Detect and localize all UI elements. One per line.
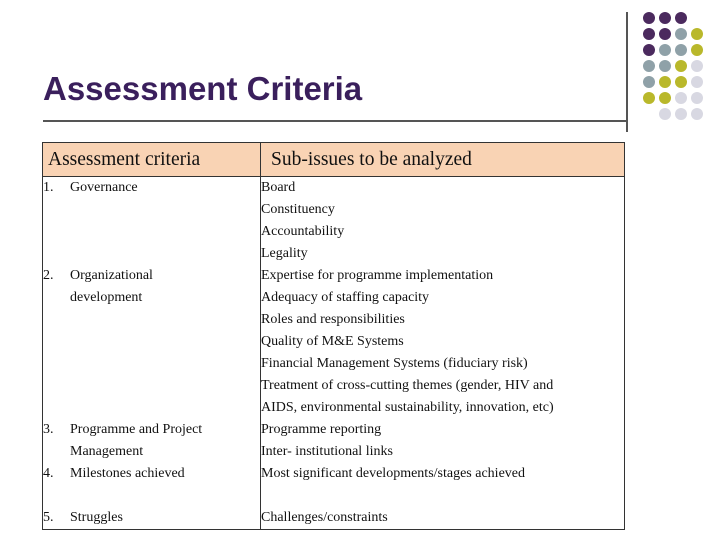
criteria-number: 5. (43, 510, 54, 525)
criteria-label: Milestones achieved (70, 466, 185, 481)
decor-dot (675, 12, 687, 24)
sub-issues-cell (261, 177, 625, 486)
spacer-cell (43, 485, 261, 507)
criteria-number: 4. (43, 466, 54, 481)
assessment-criteria-table (42, 142, 625, 530)
decor-dot (675, 44, 687, 56)
criteria-item (43, 419, 260, 463)
title-vertical-divider (626, 12, 628, 132)
decor-dot (659, 44, 671, 56)
header-assessment-criteria: Assessment criteria (43, 143, 261, 177)
criteria-item (43, 177, 260, 199)
table-spacer-row (43, 485, 625, 507)
criteria-label: Governance (70, 180, 138, 195)
decor-dot (675, 60, 687, 72)
criteria-cell (43, 507, 261, 530)
sub-issue-item: Programme reporting (261, 422, 382, 437)
sub-issue-item: Financial Management Systems (fiduciary risk) (261, 356, 528, 371)
decor-dot (691, 76, 703, 88)
table-header-row (43, 143, 625, 177)
decor-dot (643, 76, 655, 88)
sub-issue-item: Accountability (261, 224, 345, 239)
sub-issue-item: Roles and responsibilities (261, 312, 405, 327)
sub-issue-item: Quality of M&E Systems (261, 334, 404, 349)
criteria-label: Organizational development (70, 268, 153, 305)
criteria-item (43, 507, 260, 529)
sub-issue-item: AIDS, environmental sustainability, innovation, etc) (261, 400, 554, 415)
sub-issue-item: Most significant developments/stages achieved (261, 466, 525, 481)
criteria-label: Programme and Project Management (70, 422, 203, 459)
sub-issue-item: Treatment of cross-cutting themes (gender, HIV and (261, 378, 554, 393)
decor-dot (675, 92, 687, 104)
decor-dot (691, 92, 703, 104)
spacer-cell (261, 485, 625, 507)
criteria-number: 1. (43, 180, 54, 195)
table-row (43, 177, 625, 486)
decor-dot (659, 28, 671, 40)
decor-dot (659, 12, 671, 24)
decor-dot (643, 28, 655, 40)
decor-dot (659, 76, 671, 88)
decor-dot (643, 12, 655, 24)
criteria-cell (43, 177, 261, 486)
decor-dot (691, 28, 703, 40)
criteria-item (43, 265, 260, 309)
decor-dot (675, 28, 687, 40)
decor-dot (659, 60, 671, 72)
table-row (43, 507, 625, 530)
sub-issue-item: Expertise for programme implementation (261, 268, 494, 283)
decor-dot (691, 44, 703, 56)
slide-title: Assessment Criteria (43, 70, 363, 107)
decor-dot (643, 92, 655, 104)
decor-dot (675, 76, 687, 88)
decor-dot (659, 108, 671, 120)
criteria-number: 2. (43, 268, 54, 283)
criteria-item (43, 463, 260, 485)
sub-issue-item: Board (261, 180, 296, 195)
criteria-label: Struggles (70, 510, 123, 525)
decor-dot (659, 92, 671, 104)
decor-dot (691, 60, 703, 72)
sub-issue-item: Constituency (261, 202, 335, 217)
decor-dot (691, 108, 703, 120)
header-sub-issues: Sub-issues to be analyzed (261, 143, 625, 177)
sub-issue-item: Challenges/constraints (261, 510, 388, 525)
criteria-number: 3. (43, 422, 54, 437)
sub-issue-item: Legality (261, 246, 308, 261)
decor-dot (643, 44, 655, 56)
decor-dot (675, 108, 687, 120)
sub-issue-item: Adequacy of staffing capacity (261, 290, 430, 305)
decor-dot (643, 60, 655, 72)
title-horizontal-divider (43, 120, 626, 122)
sub-issue-item: Inter- institutional links (261, 444, 393, 459)
sub-issues-cell (261, 507, 625, 530)
